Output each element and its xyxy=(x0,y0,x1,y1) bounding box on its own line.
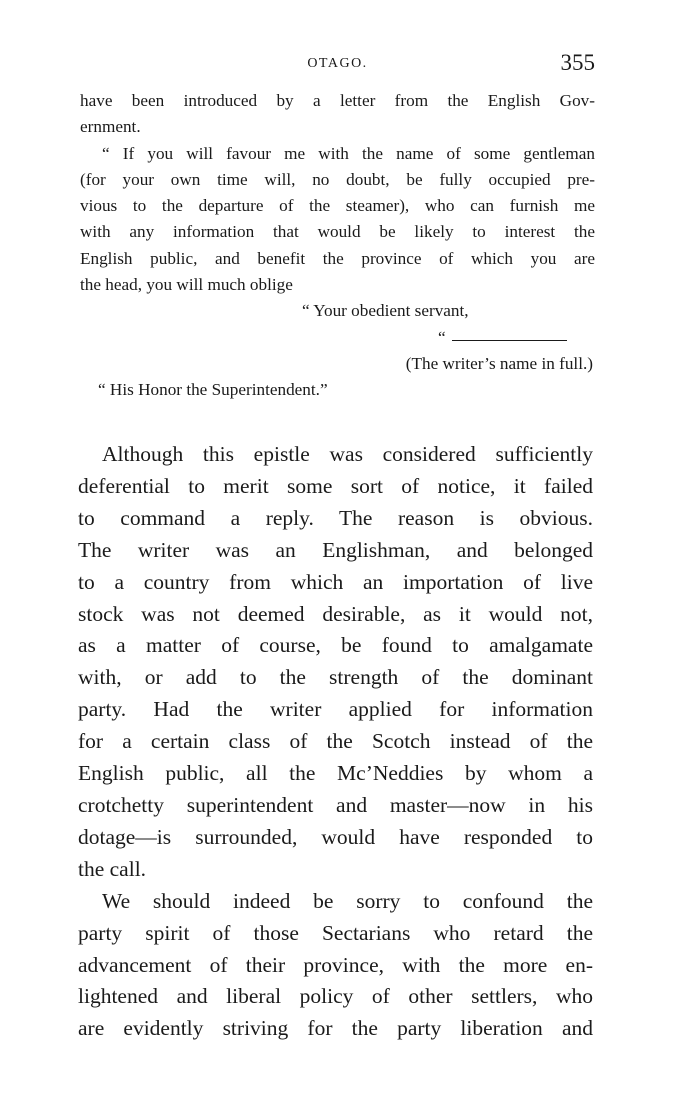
body-line: to a country from which an importation of live xyxy=(78,569,593,594)
body-line: party. Had the writer applied for information xyxy=(78,697,593,722)
body-line: as a matter of course, be found to amalgamate xyxy=(78,633,593,658)
body-line: to command a reply. The reason is obvious. xyxy=(78,505,593,530)
body-line: deferential to merit some sort of notice, it failed xyxy=(78,473,593,498)
letter-closing: “ Your obedient servant, xyxy=(302,301,469,321)
letter-addressee: “ His Honor the Superintendent.” xyxy=(98,380,328,400)
signature-note: (The writer’s name in full.) xyxy=(405,353,593,373)
body-line: the call. xyxy=(78,856,147,881)
body-line: stock was not deemed desirable, as it would not, xyxy=(78,601,593,626)
signature-rule xyxy=(452,340,567,341)
quoted-letter xyxy=(80,88,595,404)
letter-line: “ If you will favour me with the name of some gentleman xyxy=(102,143,595,163)
signature-mark: “ xyxy=(438,327,446,347)
page-number: 355 xyxy=(560,50,595,75)
body-line: The writer was an Englishman, and belonged xyxy=(78,537,593,562)
body-line: English public, all the Mc’Neddies by whom a xyxy=(78,761,593,786)
body-line: advancement of their province, with the more en- xyxy=(78,952,593,977)
letter-line: with any information that would be likely to interest the xyxy=(80,222,595,242)
signature-line xyxy=(80,325,595,351)
body-line: are evidently striving for the party liberation and xyxy=(78,1016,593,1041)
letter-line: have been introduced by a letter from the English Gov- xyxy=(80,91,595,110)
body-line: lightened and liberal policy of other settlers, who xyxy=(78,984,593,1009)
running-title: OTAGO. xyxy=(307,56,368,71)
body-line: party spirit of those Sectarians who retard the xyxy=(78,920,593,945)
letter-line: vious to the departure of the steamer), who can furnish me xyxy=(80,196,595,216)
body-line: Although this epistle was considered sufficiently xyxy=(102,442,593,466)
body-line: for a certain class of the Scotch instead of the xyxy=(78,729,593,754)
running-head xyxy=(80,52,595,80)
letter-line: the head, you will much oblige xyxy=(80,275,293,295)
letter-line: (for your own time will, no doubt, be fully occupied pre- xyxy=(80,169,595,189)
body-line: with, or add to the strength of the dominant xyxy=(78,665,593,690)
body-text xyxy=(78,439,593,1045)
letter-line: ernment. xyxy=(80,117,141,137)
letter-line: English public, and benefit the province of which you are xyxy=(80,248,595,268)
body-line: dotage—is surrounded, would have responded to xyxy=(78,824,593,849)
body-line: crotchetty superintendent and master—now in his xyxy=(78,792,593,817)
body-line: We should indeed be sorry to confound the xyxy=(102,888,593,913)
